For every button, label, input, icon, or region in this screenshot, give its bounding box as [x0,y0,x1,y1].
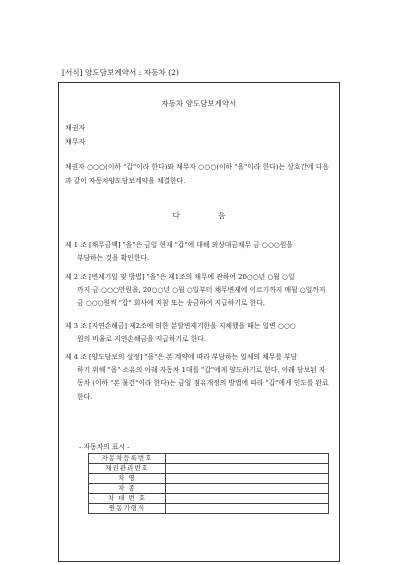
article-2 [65,271,329,311]
table-row [89,504,329,514]
vehicle-field-label: 채권관리번호 [89,464,166,474]
vehicle-field-value [166,504,329,514]
article-body: 까지 금 ○○○만원을, 20○○년 ○월 ○일부터 채무변제에 이르기까지 매월 ○일까지 금 ○○○원씩 "갑" 회사에 지참 또는 송금하여 지급하기로 한다. [77,286,326,308]
table-row [89,494,329,504]
contract-frame [58,82,340,562]
vehicle-field-label: 차 종 [89,484,166,494]
vehicle-field-value [166,474,329,484]
table-row [89,474,329,484]
article-body: 부담하는 것을 확인한다. [77,254,150,263]
article-3 [65,320,329,346]
vehicle-field-value [166,464,329,474]
article-head: 제 3 조 [지연손해금] 제2조에 의한 분할변제기한을 지체했을 때는 일변 ○○○ [65,322,296,330]
vehicle-field-label: 차 대 번 호 [89,494,166,504]
article-head: 제 2 조 [변제기일 및 방법] "을"은 제1조의 채무에 관하여 20○○년 ○월 ○일 [65,273,295,281]
vehicle-field-value [166,484,329,494]
table-row [89,484,329,494]
creditor-label: 채권자 [65,124,86,132]
vehicle-field-value [166,454,329,464]
debtor-label: 채무자 [65,138,86,146]
vehicle-field-value [166,494,329,504]
article-4 [65,351,329,404]
article-body: 원의 비율로 지연손해금을 지급하기로 한다. [77,335,206,344]
article-1 [65,239,329,265]
vehicle-field-label: 자동차등록번호 [89,454,166,464]
intro-paragraph: 채권자 ○○○(이하 "갑"이라 한다)와 채무자 ○○○(이하 "을"이라 한다)는 상호간에 다음과 같이 자동차양도담보계약을 체결한다. [65,163,329,185]
vehicle-table [88,453,329,514]
table-row [89,454,329,464]
dagum-heading: 다 음 [172,211,244,220]
vehicle-field-label: 차 명 [89,474,166,484]
article-head: 제 1 조 [채무금액] "을"은 금일 현재 "갑"에 대해 외상대금채무 금 ○○○원을 [65,241,293,249]
article-body: 하기 위해 "을" 소유의 아래 자동차 1대를 "갑"에게 양도하기로 한다. 아래 담보된 자동차 (이하 "본 물건"이라 한다)는 금일 점유개정의 방법에 따라 "갑"에게 인도를 완료한다. [77,366,329,401]
article-head: 제 4 조 [양도담보의 설정] "을"은 본 계약에 따라 부담하는 일체의 채무를 부담 [65,353,298,361]
vehicle-section-title: - 자동차의 표시 - [79,443,130,451]
document-title: 자동차 양도담보계약서 [161,99,237,108]
form-label: [서식] 양도담보계약서 : 자동차 (2) [62,68,179,77]
table-row [89,464,329,474]
vehicle-field-label: 원동기형식 [89,504,166,514]
